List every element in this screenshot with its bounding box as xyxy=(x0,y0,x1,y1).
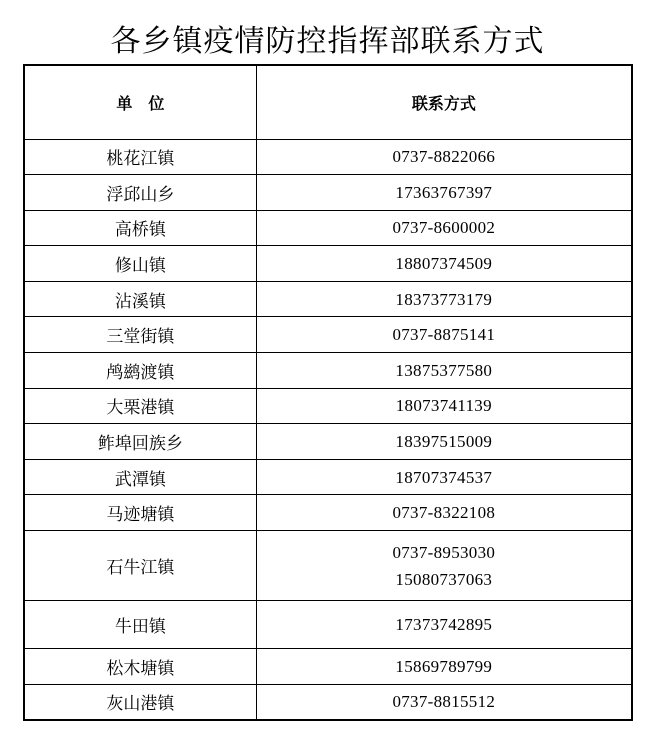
contact-cell xyxy=(256,601,632,649)
table-row xyxy=(24,175,632,211)
table-row xyxy=(24,495,632,531)
unit-cell: 高桥镇 xyxy=(24,210,256,246)
phone-number: 18397515009 xyxy=(395,432,493,452)
phone-number: 18073741139 xyxy=(395,396,492,416)
phone-number: 18707374537 xyxy=(395,467,493,487)
unit-cell: 修山镇 xyxy=(24,246,256,282)
unit-cell: 鲊埠回族乡 xyxy=(24,424,256,460)
unit-cell: 牛田镇 xyxy=(24,601,256,649)
table-row xyxy=(24,388,632,424)
table-row xyxy=(24,353,632,389)
table-row xyxy=(24,601,632,649)
contact-table xyxy=(23,64,633,721)
table-header-row xyxy=(24,65,632,139)
table-row xyxy=(24,246,632,282)
contact-cell xyxy=(256,210,632,246)
contact-cell xyxy=(256,353,632,389)
phone-number: 18373773179 xyxy=(395,289,493,309)
unit-cell: 大栗港镇 xyxy=(24,388,256,424)
unit-cell: 灰山港镇 xyxy=(24,684,256,720)
phone-number: 15869789799 xyxy=(395,656,493,676)
contact-cell xyxy=(256,388,632,424)
contact-cell xyxy=(256,317,632,353)
phone-number: 17373742895 xyxy=(395,615,493,635)
unit-cell: 浮邱山乡 xyxy=(24,175,256,211)
phone-number: 0737-8322108 xyxy=(392,503,496,523)
table-body xyxy=(24,139,632,720)
phone-number: 15080737063 xyxy=(395,569,493,589)
contact-cell xyxy=(256,495,632,531)
contact-cell xyxy=(256,175,632,211)
contact-cell xyxy=(256,424,632,460)
contact-cell xyxy=(256,281,632,317)
contact-cell xyxy=(256,531,632,601)
phone-number: 0737-8822066 xyxy=(392,147,496,167)
contact-cell xyxy=(256,246,632,282)
phone-number: 0737-8953030 xyxy=(392,542,496,562)
unit-cell: 鸬鹚渡镇 xyxy=(24,353,256,389)
phone-number: 18807374509 xyxy=(395,254,493,274)
table-row xyxy=(24,424,632,460)
unit-cell: 三堂街镇 xyxy=(24,317,256,353)
phone-number: 0737-8600002 xyxy=(392,218,496,238)
phone-number: 17363767397 xyxy=(395,182,493,202)
page-title: 各乡镇疫情防控指挥部联系方式 xyxy=(110,24,545,59)
column-header-unit: 单 位 xyxy=(24,65,256,139)
column-header-contact: 联系方式 xyxy=(256,65,632,139)
unit-cell: 武潭镇 xyxy=(24,459,256,495)
unit-cell: 桃花江镇 xyxy=(24,139,256,175)
phone-number: 13875377580 xyxy=(395,360,493,380)
contact-cell xyxy=(256,649,632,685)
table-row xyxy=(24,281,632,317)
unit-cell: 松木塘镇 xyxy=(24,649,256,685)
table-row xyxy=(24,459,632,495)
phone-number: 0737-8815512 xyxy=(392,692,496,712)
contact-cell xyxy=(256,684,632,720)
contact-cell xyxy=(256,139,632,175)
unit-cell: 沾溪镇 xyxy=(24,281,256,317)
table-row xyxy=(24,139,632,175)
unit-cell: 马迹塘镇 xyxy=(24,495,256,531)
table-row xyxy=(24,684,632,720)
table-row xyxy=(24,649,632,685)
phone-number: 0737-8875141 xyxy=(392,325,496,345)
table-row xyxy=(24,317,632,353)
unit-cell: 石牛江镇 xyxy=(24,531,256,601)
table-row xyxy=(24,210,632,246)
contact-cell xyxy=(256,459,632,495)
table-row xyxy=(24,531,632,601)
